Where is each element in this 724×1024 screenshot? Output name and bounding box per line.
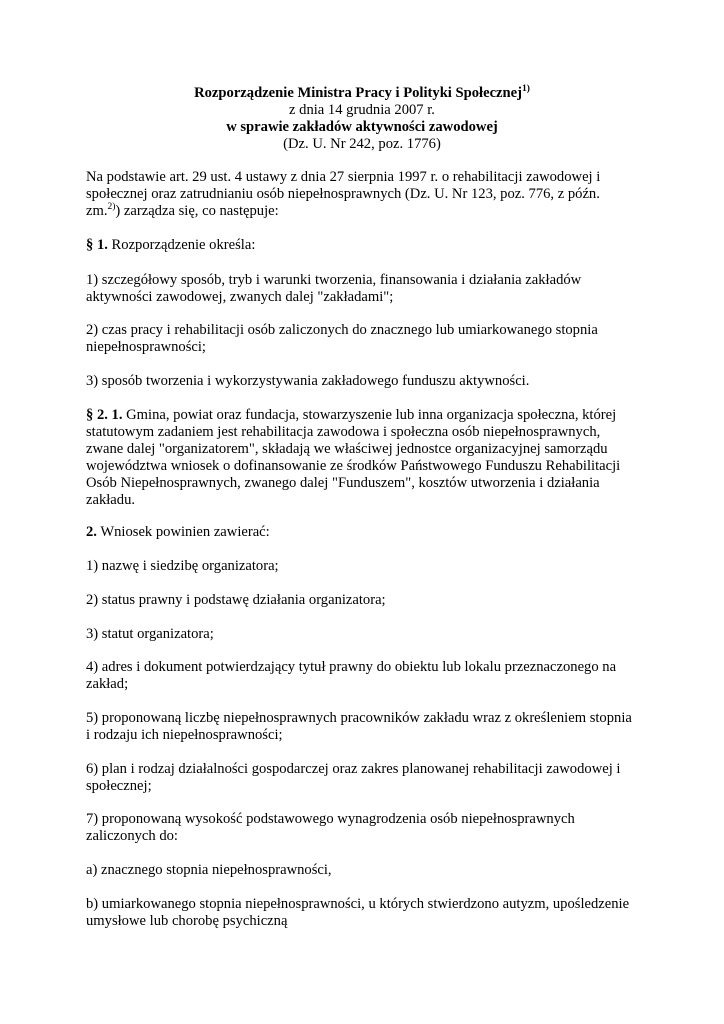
paragraph-2-mark: 2. [86,524,97,540]
section-1-item-1: 1) szczegółowy sposób, tryb i warunki tworzenia, finansowania i działania zakładów aktywności zawodowej, zwanych dalej "zakładami"; [86,272,582,305]
list-item: 2) status prawny i podstawę działania organizatora; [86,592,386,608]
document-date: z dnia 14 grudnia 2007 r. [289,102,435,118]
preamble-line: społecznej oraz zatrudnianiu osób niepełnosprawnych (Dz. U. Nr 123, poz. 776, z późn. [86,186,600,202]
document-subject: w sprawie zakładów aktywności zawodowej [226,119,498,135]
list-item: 6) plan i rodzaj działalności gospodarczej oraz zakres planowanej rehabilitacji zawodowej i społecznej; [86,761,621,794]
section-1-intro: § 1. Rozporządzenie określa: [86,237,256,253]
list-item: 4) adres i dokument potwierdzający tytuł prawny do obiektu lub lokalu przeznaczonego na zakład; [86,659,617,692]
list-subitem: b) umiarkowanego stopnia niepełnosprawności, u których stwierdzono autyzm, upośledzenie umysłowe lub chorobę psychiczną [86,896,630,929]
section-1-item-3: 3) sposób tworzenia i wykorzystywania zakładowego funduszu aktywności. [86,373,530,389]
preamble-line: zm.$^{2)}$) zarządza się, co następuje: [86,202,279,219]
list-item: 1) nazwę i siedzibę organizatora; [86,558,279,574]
section-2-mark: § 2. 1. [86,407,123,423]
section-1-mark: § 1. [86,237,108,253]
list-item: 3) statut organizatora; [86,626,214,642]
document-reference: (Dz. U. Nr 242, poz. 1776) [283,136,441,152]
preamble-line: Na podstawie art. 29 ust. 4 ustawy z dnia 27 sierpnia 1997 r. o rehabilitacji zawodowej i [86,169,601,185]
list-subitem: a) znacznego stopnia niepełnosprawności, [86,862,332,878]
preamble-footnote-ref[interactable]: 2) [107,202,116,213]
document-title: Rozporządzenie Ministra Pracy i Polityki Społecznej$^{1)}$ [194,84,530,101]
list-item: 7) proponowaną wysokość podstawowego wynagrodzenia osób niepełnosprawnych zaliczonych do: [86,811,575,844]
section-2-paragraph-1: § 2. 1. Gmina, powiat oraz fundacja, stowarzyszenie lub inna organizacja społeczna, której statutowym zadaniem jest rehabilitacja zawodowa i społeczna osób niepełnosprawnych, zwane dalej "organizatorem", składają we właściwej jednostce organizacyjnej samorządu województwa wniosek o dofinansowanie ze środków Państwowego Funduszu Rehabilitacji Osób Niepełnosprawnych, zwanego dalej "Funduszem", kosztów utworzenia i działania zakładu. [86,407,621,508]
section-1-item-2: 2) czas pracy i rehabilitacji osób zaliczonych do znacznego lub umiarkowanego stopnia niepełnosprawności; [86,322,598,355]
list-item: 5) proponowaną liczbę niepełnosprawnych pracowników zakładu wraz z określeniem stopnia i rodzaju ich niepełnosprawności; [86,710,632,743]
preamble-paragraph [86,169,648,220]
section-2-paragraph-2: 2. Wniosek powinien zawierać: [86,524,270,540]
document-header [86,85,638,153]
title-footnote-ref[interactable]: 1) [521,84,530,95]
